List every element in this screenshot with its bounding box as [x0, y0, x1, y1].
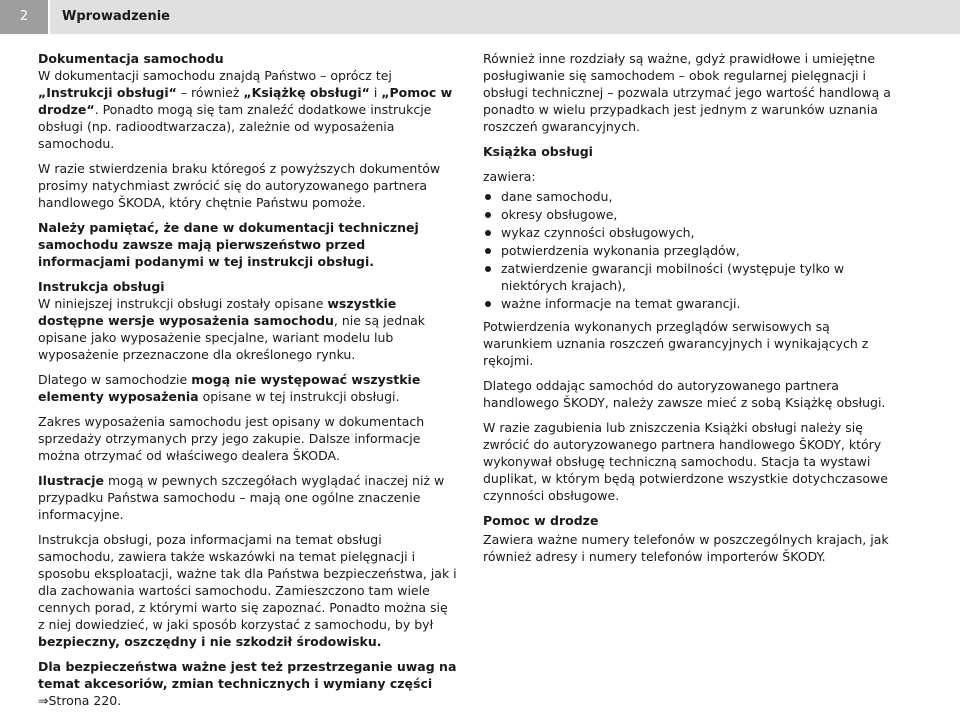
list-item	[483, 188, 903, 205]
manual-p2-text: opisane w tej instrukcji obsługi.	[198, 389, 400, 404]
manual-paragraph-2	[38, 371, 458, 405]
list-item	[483, 295, 903, 312]
bullet-icon	[485, 212, 491, 218]
manual-heading: Instrukcja obsługi	[38, 279, 165, 294]
doc-heading: Dokumentacja samochodu	[38, 51, 224, 66]
manual-paragraph-4	[38, 472, 458, 523]
manual-paragraph-1	[38, 295, 458, 363]
manual-p5-text: Instrukcja obsługi, poza informacjami na temat obsługi samochodu, zawiera także wskazówki na temat pielęgnacji i sposobu eksploatacji, ważne tak dla Państwa bezpieczeństwa, jak i dla zachowania wartości samochodu. Zamieszczono tam wiele cennych porad, z którymi warto się zapoznać. Ponadto można się z niej dowiedzieć, w jaki sposób korzystać z samochodu, by był	[38, 532, 457, 632]
page-reference-link[interactable]: Strona 220.	[48, 693, 122, 708]
bullet-icon	[485, 301, 491, 307]
header-divider	[48, 0, 50, 34]
doc-paragraph-2: W razie stwierdzenia braku któregoś z powyższych dokumentów prosimy natychmiast zwrócić się do autoryzowanego partnera handlowego ŠKODA, który chętnie Państwu pomoże.	[38, 161, 441, 210]
list-item	[483, 224, 903, 241]
manual-p2-bold: mogą nie występować wszystkie elementy wyposażenia	[38, 372, 421, 404]
doc-paragraph-1	[38, 67, 458, 152]
manual-paragraph-5	[38, 531, 458, 650]
book-paragraph-2: Dlatego oddając samochód do autoryzowanego partnera handlowego ŠKODY, należy zawsze mieć z sobą Książkę obsługi.	[483, 378, 886, 410]
list-item-text: potwierdzenia wykonania przeglądów,	[501, 243, 740, 258]
bullet-icon	[485, 194, 491, 200]
book-paragraph-3: W razie zagubienia lub zniszczenia Książki obsługi należy się zwrócić do autoryzowanego partnera handlowego ŠKODY, który wykonywał obsługę techniczną samochodu. Stacja ta wystawi duplikat, w którym będą potwierdzone wszystkie dotychczasowe czynności obsługowe.	[483, 420, 888, 503]
list-item	[483, 242, 903, 259]
page-number: 2	[0, 0, 48, 34]
doc-p1-service-book: „Książkę obsługi“	[243, 85, 370, 100]
list-item	[483, 206, 903, 223]
book-list	[483, 188, 903, 312]
manual-p1-bold: wszystkie dostępne wersje wyposażenia samochodu	[38, 296, 397, 328]
manual-p1-text: , nie są jednak opisane jako wyposażenie specjalne, wariant modelu lub wyposażenie przeznaczone dla określonego rynku.	[38, 313, 425, 362]
bullet-icon	[485, 248, 491, 254]
list-item	[483, 260, 903, 294]
book-paragraph-1: Potwierdzenia wykonanych przeglądów serwisowych są warunkiem uznania roszczeń gwarancyjnych i wynikających z rękojmi.	[483, 319, 869, 368]
road-paragraph-1: Zawiera ważne numery telefonów w poszczególnych krajach, jak również adresy i numery telefonów importerów ŠKODY.	[483, 532, 889, 564]
arrow-right-icon: ⇒	[38, 693, 49, 708]
manual-p4-text: mogą w pewnych szczegółach wyglądać inaczej niż w przypadku Państwa samochodu – mają one ogólne znaczenie informacyjne.	[38, 473, 445, 522]
doc-paragraph-3: Należy pamiętać, że dane w dokumentacji technicznej samochodu zawsze mają pierwszeństwo przed informacjami podanymi w tej instrukcji obsługi.	[38, 220, 419, 269]
manual-p5-bold: bezpieczny, oszczędny i nie szkodził środowisku.	[38, 634, 382, 649]
list-item-text: wykaz czynności obsługowych,	[501, 225, 695, 240]
manual-p1-text: W niniejszej instrukcji obsługi zostały opisane	[38, 296, 328, 311]
right-intro: Również inne rozdziały są ważne, gdyż prawidłowe i umiejętne posługiwanie się samochodem – obok regularnej pielęgnacji i obsługi technicznej – pozwala utrzymać jego wartość handlową a ponadto w wielu przypadkach jest jednym z warunków uznania roszczeń gwarancyjnych.	[483, 51, 891, 134]
manual-p2-text: Dlatego w samochodzie	[38, 372, 192, 387]
doc-p1-text: – również	[176, 85, 244, 100]
list-item-text: dane samochodu,	[501, 189, 613, 204]
book-contains: zawiera:	[483, 169, 536, 184]
manual-p4-bold: Ilustracje	[38, 473, 105, 488]
doc-p1-text: i	[369, 85, 382, 100]
section-title: Wprowadzenie	[62, 9, 170, 24]
manual-paragraph-3: Zakres wyposażenia samochodu jest opisany w dokumentach sprzedaży otrzymanych przy jego zakupie. Dalsze informacje można otrzymać od właściwego dealera ŠKODA.	[38, 414, 425, 463]
doc-p1-text: . Ponadto mogą się tam znaleźć dodatkowe instrukcje obsługi (np. radioodtwarzacza), zależnie od wyposażenia samochodu.	[38, 102, 432, 151]
doc-p1-roadside: „Pomoc w drodze“	[38, 85, 453, 117]
left-column	[38, 50, 458, 717]
bullet-icon	[485, 266, 491, 272]
doc-p1-manual: „Instrukcji obsługi“	[38, 85, 177, 100]
book-heading: Książka obsługi	[483, 144, 593, 159]
list-item-text: okresy obsługowe,	[501, 207, 618, 222]
manual-p6-bold: Dla bezpieczeństwa ważne jest też przestrzeganie uwag na temat akcesoriów, zmian technicznych i wymiany części	[38, 659, 457, 691]
doc-p1-text: W dokumentacji samochodu znajdą Państwo – oprócz tej	[38, 68, 392, 83]
right-column	[483, 50, 903, 573]
road-heading: Pomoc w drodze	[483, 513, 599, 528]
list-item-text: ważne informacje na temat gwarancji.	[501, 296, 741, 311]
list-item-text: zatwierdzenie gwarancji mobilności (występuje tylko w niektórych krajach),	[501, 261, 845, 293]
bullet-icon	[485, 230, 491, 236]
manual-paragraph-6	[38, 658, 458, 709]
